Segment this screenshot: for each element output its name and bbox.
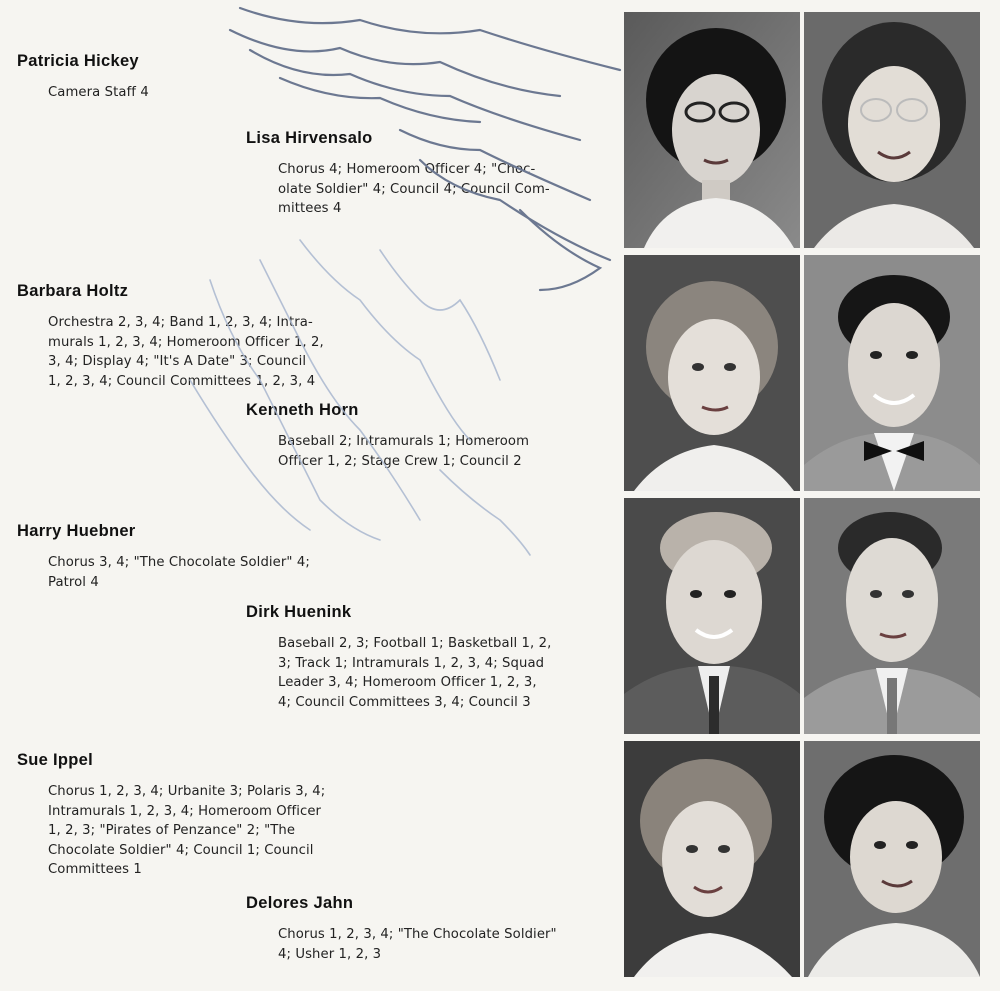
portrait-photo [624, 741, 800, 977]
portrait-photo [804, 741, 980, 977]
portrait-photo [804, 255, 980, 491]
student-entry [17, 522, 310, 592]
student-activities [17, 553, 310, 592]
student-entry [246, 401, 529, 471]
activity-line: 1, 2, 3; "Pirates of Penzance" 2; "The [48, 823, 296, 838]
activity-line: Officer 1, 2; Stage Crew 1; Council 2 [278, 453, 522, 469]
activity-line: mittees 4 [278, 201, 342, 216]
activity-line: murals 1, 2, 3, 4; Homeroom Officer 1, 2, [48, 334, 324, 350]
student-entry [17, 751, 325, 880]
student-name: Delores Jahn [246, 894, 354, 912]
student-activities [246, 432, 529, 471]
student-activities [246, 160, 550, 219]
student-entry [246, 129, 550, 219]
student-name: Barbara Holtz [17, 282, 129, 300]
student-activities [17, 83, 149, 103]
portrait-photo [624, 255, 800, 491]
portrait-photo [624, 12, 800, 248]
student-activities [246, 634, 551, 712]
activity-line: Camera Staff 4 [48, 85, 149, 100]
student-activities [246, 925, 557, 964]
activity-line: olate Soldier" 4; Council 4; Council Com- [278, 181, 550, 197]
student-name: Patricia Hickey [17, 52, 139, 70]
activity-line: Intramurals 1, 2, 3, 4; Homeroom Officer [48, 803, 322, 819]
student-activities [17, 313, 324, 391]
portrait-photo [624, 498, 800, 734]
activity-line: Chorus 1, 2, 3, 4; Urbanite 3; Polaris 3, 4; [48, 784, 326, 799]
activity-line: 4; Usher 1, 2, 3 [278, 946, 382, 962]
activity-line: 3; Track 1; Intramurals 1, 2, 3, 4; Squad [278, 655, 545, 671]
activity-line: Patrol 4 [48, 574, 99, 590]
portrait-grid [624, 12, 986, 978]
activity-line: 1, 2, 3, 4; Council Committees 1, 2, 3, 4 [48, 373, 316, 389]
activity-line: Orchestra 2, 3, 4; Band 1, 2, 3, 4; Intra- [48, 315, 313, 330]
activity-line: Baseball 2, 3; Football 1; Basketball 1, 2, [278, 636, 552, 651]
activity-line: 3, 4; Display 4; "It's A Date" 3; Council [48, 354, 307, 369]
student-entry [246, 603, 551, 712]
activity-line: Chocolate Soldier" 4; Council 1; Council [48, 842, 314, 858]
activity-line: Leader 3, 4; Homeroom Officer 1, 2, 3, [278, 675, 537, 690]
portrait-photo [804, 12, 980, 248]
activity-line: Baseball 2; Intramurals 1; Homeroom [278, 434, 530, 449]
activity-line: Chorus 1, 2, 3, 4; "The Chocolate Soldier" [278, 927, 557, 942]
activity-line: Chorus 3, 4; "The Chocolate Soldier" 4; [48, 555, 310, 570]
student-entry [17, 282, 324, 391]
student-name: Harry Huebner [17, 522, 136, 540]
student-activities [17, 782, 325, 880]
student-name: Dirk Huenink [246, 603, 352, 621]
portrait-photo [804, 498, 980, 734]
activity-line: 4; Council Committees 3, 4; Council 3 [278, 694, 531, 710]
activity-line: Chorus 4; Homeroom Officer 4; "Choc- [278, 162, 536, 177]
student-name: Sue Ippel [17, 751, 94, 769]
student-name: Kenneth Horn [246, 401, 359, 419]
student-name: Lisa Hirvensalo [246, 129, 373, 147]
student-entry [246, 894, 557, 964]
student-entry [17, 52, 149, 103]
activity-line: Committees 1 [48, 862, 142, 877]
